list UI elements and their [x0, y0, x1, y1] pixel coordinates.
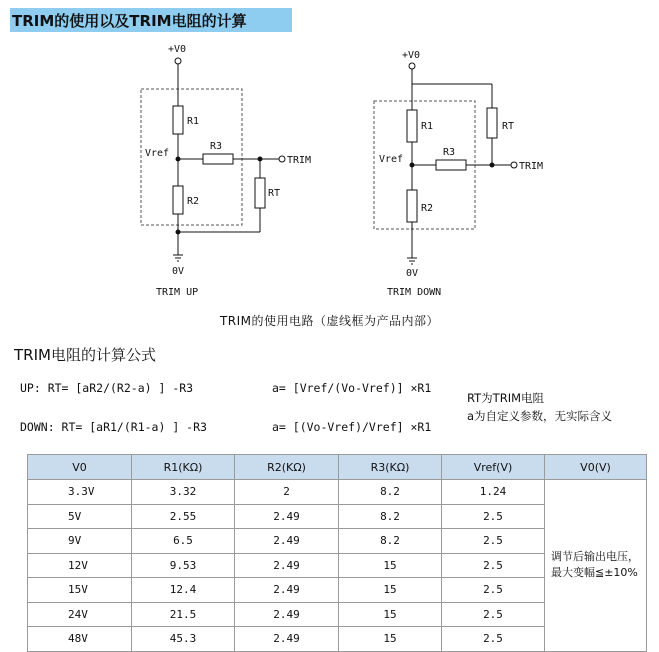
down-rt-label: RT	[502, 121, 515, 132]
cell-remark	[545, 480, 647, 652]
formula-down-a: a= [(Vo-Vref)/Vref] ×R1	[272, 420, 432, 434]
cell-r1: 6.5	[132, 529, 235, 554]
trim-resistor-table	[27, 454, 647, 652]
up-r3-label: R3	[210, 141, 223, 152]
cell-v0: 9V	[28, 529, 132, 554]
up-r2-label: R2	[187, 196, 200, 207]
cell-vref: 1.24	[442, 480, 545, 505]
cell-v0: 5V	[28, 504, 132, 529]
down-r1-label: R1	[421, 121, 434, 132]
up-circuit-caption: TRIM UP	[156, 287, 199, 298]
cell-r3: 15	[339, 602, 442, 627]
up-vref-label: Vref	[145, 148, 170, 159]
cell-r2: 2.49	[235, 529, 339, 554]
cell-v0: 12V	[28, 553, 132, 578]
cell-r3: 15	[339, 627, 442, 652]
r1-resistor	[173, 106, 183, 134]
up-ground-label: 0V	[172, 266, 185, 277]
formula-up: UP: RT= [aR2/(R2-a) ] -R3	[20, 381, 194, 395]
header-v0: V0	[28, 455, 132, 480]
page-title: TRIM的使用以及TRIM电阻的计算	[12, 12, 247, 30]
cell-r3: 15	[339, 553, 442, 578]
cell-vref: 2.5	[442, 602, 545, 627]
header-r1: R1(KΩ)	[132, 455, 235, 480]
cell-r2: 2.49	[235, 553, 339, 578]
down-r3-label: R3	[443, 147, 456, 158]
cell-vref: 2.5	[442, 504, 545, 529]
r3-resistor	[203, 154, 233, 164]
up-trim-label: TRIM	[287, 155, 312, 166]
remark-line-1: 调节后输出电压，	[551, 550, 639, 564]
circuit-caption: TRIM的使用电路（虚线框为产品内部）	[219, 314, 440, 328]
remark-line-2: 最大变幅≦±10%	[551, 566, 638, 580]
cell-r1: 12.4	[132, 578, 235, 603]
cell-vref: 2.5	[442, 578, 545, 603]
cell-r1: 3.32	[132, 480, 235, 505]
formula-up-a: a= [Vref/(Vo-Vref)] ×R1	[272, 381, 432, 395]
cell-vref: 2.5	[442, 627, 545, 652]
cell-v0: 24V	[28, 602, 132, 627]
up-r1-label: R1	[187, 116, 200, 127]
down-vref-label: Vref	[379, 154, 404, 165]
cell-r2: 2.49	[235, 627, 339, 652]
note-rt: RT为TRIM电阻	[467, 391, 545, 405]
up-rt-label: RT	[268, 188, 281, 199]
cell-r1: 2.55	[132, 504, 235, 529]
cell-vref: 2.5	[442, 529, 545, 554]
cell-r3: 8.2	[339, 529, 442, 554]
cell-r2: 2.49	[235, 602, 339, 627]
down-supply-label: +V0	[402, 50, 421, 61]
header-r2: R2(KΩ)	[235, 455, 339, 480]
cell-r3: 8.2	[339, 504, 442, 529]
down-r2-label: R2	[421, 203, 434, 214]
cell-vref: 2.5	[442, 553, 545, 578]
cell-r3: 8.2	[339, 480, 442, 505]
cell-r1: 21.5	[132, 602, 235, 627]
cell-r1: 45.3	[132, 627, 235, 652]
cell-r2: 2.49	[235, 578, 339, 603]
r2-resistor	[173, 186, 183, 214]
rt-resistor	[487, 108, 497, 138]
r3-resistor	[436, 160, 466, 170]
r1-resistor	[407, 110, 417, 142]
up-supply-label: +V0	[168, 44, 187, 55]
header-r3: R3(KΩ)	[339, 455, 442, 480]
note-a: a为自定义参数，无实际含义	[467, 409, 613, 423]
table-header-row	[28, 455, 647, 480]
down-circuit-caption: TRIM DOWN	[387, 287, 442, 298]
cell-r2: 2	[235, 480, 339, 505]
header-v0-remark: V0(V)	[545, 455, 647, 480]
circuit-diagrams	[0, 0, 659, 310]
trim-up-circuit	[141, 58, 285, 261]
down-trim-label: TRIM	[519, 161, 544, 172]
r2-resistor	[407, 190, 417, 222]
cell-v0: 15V	[28, 578, 132, 603]
table-row	[28, 480, 647, 505]
down-ground-label: 0V	[406, 268, 419, 279]
cell-v0: 3.3V	[28, 480, 132, 505]
header-vref: Vref(V)	[442, 455, 545, 480]
cell-r1: 9.53	[132, 553, 235, 578]
formula-section-title: TRIM电阻的计算公式	[14, 346, 156, 364]
cell-v0: 48V	[28, 627, 132, 652]
formula-down: DOWN: RT= [aR1/(R1-a) ] -R3	[20, 420, 207, 434]
cell-r2: 2.49	[235, 504, 339, 529]
cell-r3: 15	[339, 578, 442, 603]
rt-resistor	[255, 178, 265, 208]
